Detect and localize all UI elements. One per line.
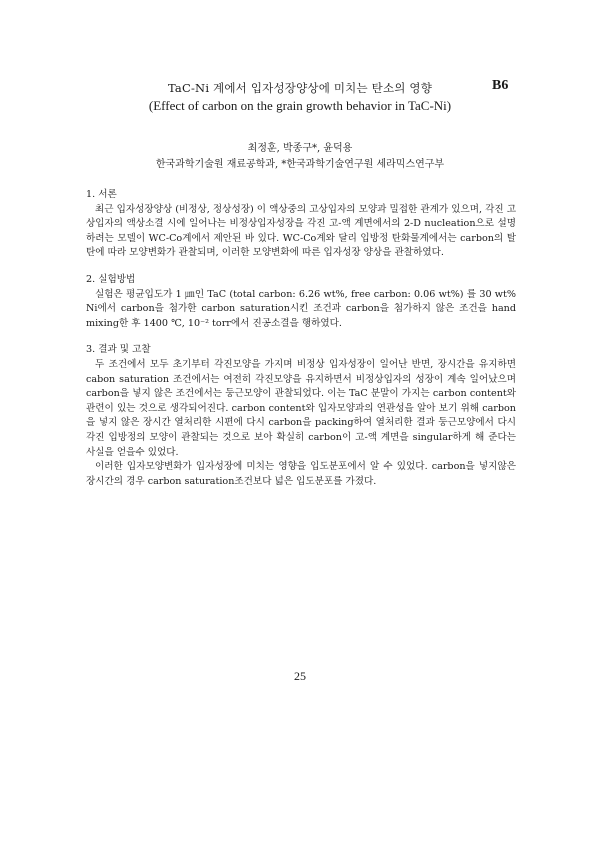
paragraph: 실험은 평균입도가 1 ㎛인 TaC (total carbon: 6.26 wt%, free carbon: 0.06 wt%) 를 30 wt% Ni에서 carbon을 첨가한 carbon saturation시킨 조건과 carbon을 첨가하지 않은 조건을 hand mixing한 후 1400 ℃, 10⁻² torr에서 진공소결을 행하였다. [86, 288, 516, 329]
title-korean: TaC-Ni 계에서 입자성장양상에 미치는 탄소의 영향 [167, 81, 433, 95]
author-list: 최정훈, 박종구*, 윤덕용 [247, 143, 353, 154]
affiliation: 한국과학기술원 재료공학과, *한국과학기술연구원 세라믹스연구부 [155, 159, 445, 170]
section-heading: 1. 서론 [86, 189, 117, 200]
section-introduction [86, 188, 516, 261]
section-results [86, 343, 516, 489]
paragraph: 최근 입자성장양상 (비정상, 정상성장) 이 액상중의 고상입자의 모양과 밀접한 관계가 있으며, 각진 고상입자의 액상소결 시에 일어나는 비정상입자성장을 각진 고-액 계면에서의 2-D nucleation으로 설명하려는 모델이 WC-Co계에서 제안된 바 있다. WC-Co계와 달리 입방정 탄화물계에서는 carbon의 탈탄에 따라 모양변화가 관찰되며, 이러한 모양변화에 따른 입자성장 양상을 관찰하였다. [86, 203, 516, 259]
section-heading: 3. 결과 및 고찰 [86, 344, 151, 356]
paragraph: 이러한 입자모양변화가 입자성장에 미치는 영향을 입도분포에서 알 수 있었다. carbon을 넣지않은 장시간의 경우 carbon saturation조건보다 넓은 입도분포를 가졌다. [86, 461, 516, 487]
title-english: (Effect of carbon on the grain growth behavior in TaC-Ni) [148, 98, 452, 113]
body-text [86, 188, 516, 489]
section-heading: 2. 실험방법 [86, 273, 136, 285]
section-methods [86, 273, 516, 331]
session-code: B6 [492, 78, 509, 93]
page-number: 25 [294, 669, 306, 683]
paragraph: 두 조건에서 모두 초기부터 각진모양을 가지며 비정상 입자성장이 일어난 반면, 장시간을 유지하면 cabon saturation 조건에서는 여전히 각진모양을 유지하면서 비정상입자의 성장이 계속 일어났으며 carbon을 넣지 않은 조건에서는 둥근모양이 관찰되었다. 이는 TaC 분말이 가지는 carbon content와 관련이 있는 것으로 생각되어진다. carbon content와 입자모양과의 연관성을 알아 보기 위해 carbon을 넣지 않은 장시간 열처리한 시편에 다시 carbon을 packing하여 열처리한 결과 둥근모양에서 다시 각진 입방정의 모양이 관찰되는 것으로 보아 확실히 carbon이 고-액 계면을 singular하게 해 준다는 사실을 얻을수 있었다. [86, 358, 516, 458]
